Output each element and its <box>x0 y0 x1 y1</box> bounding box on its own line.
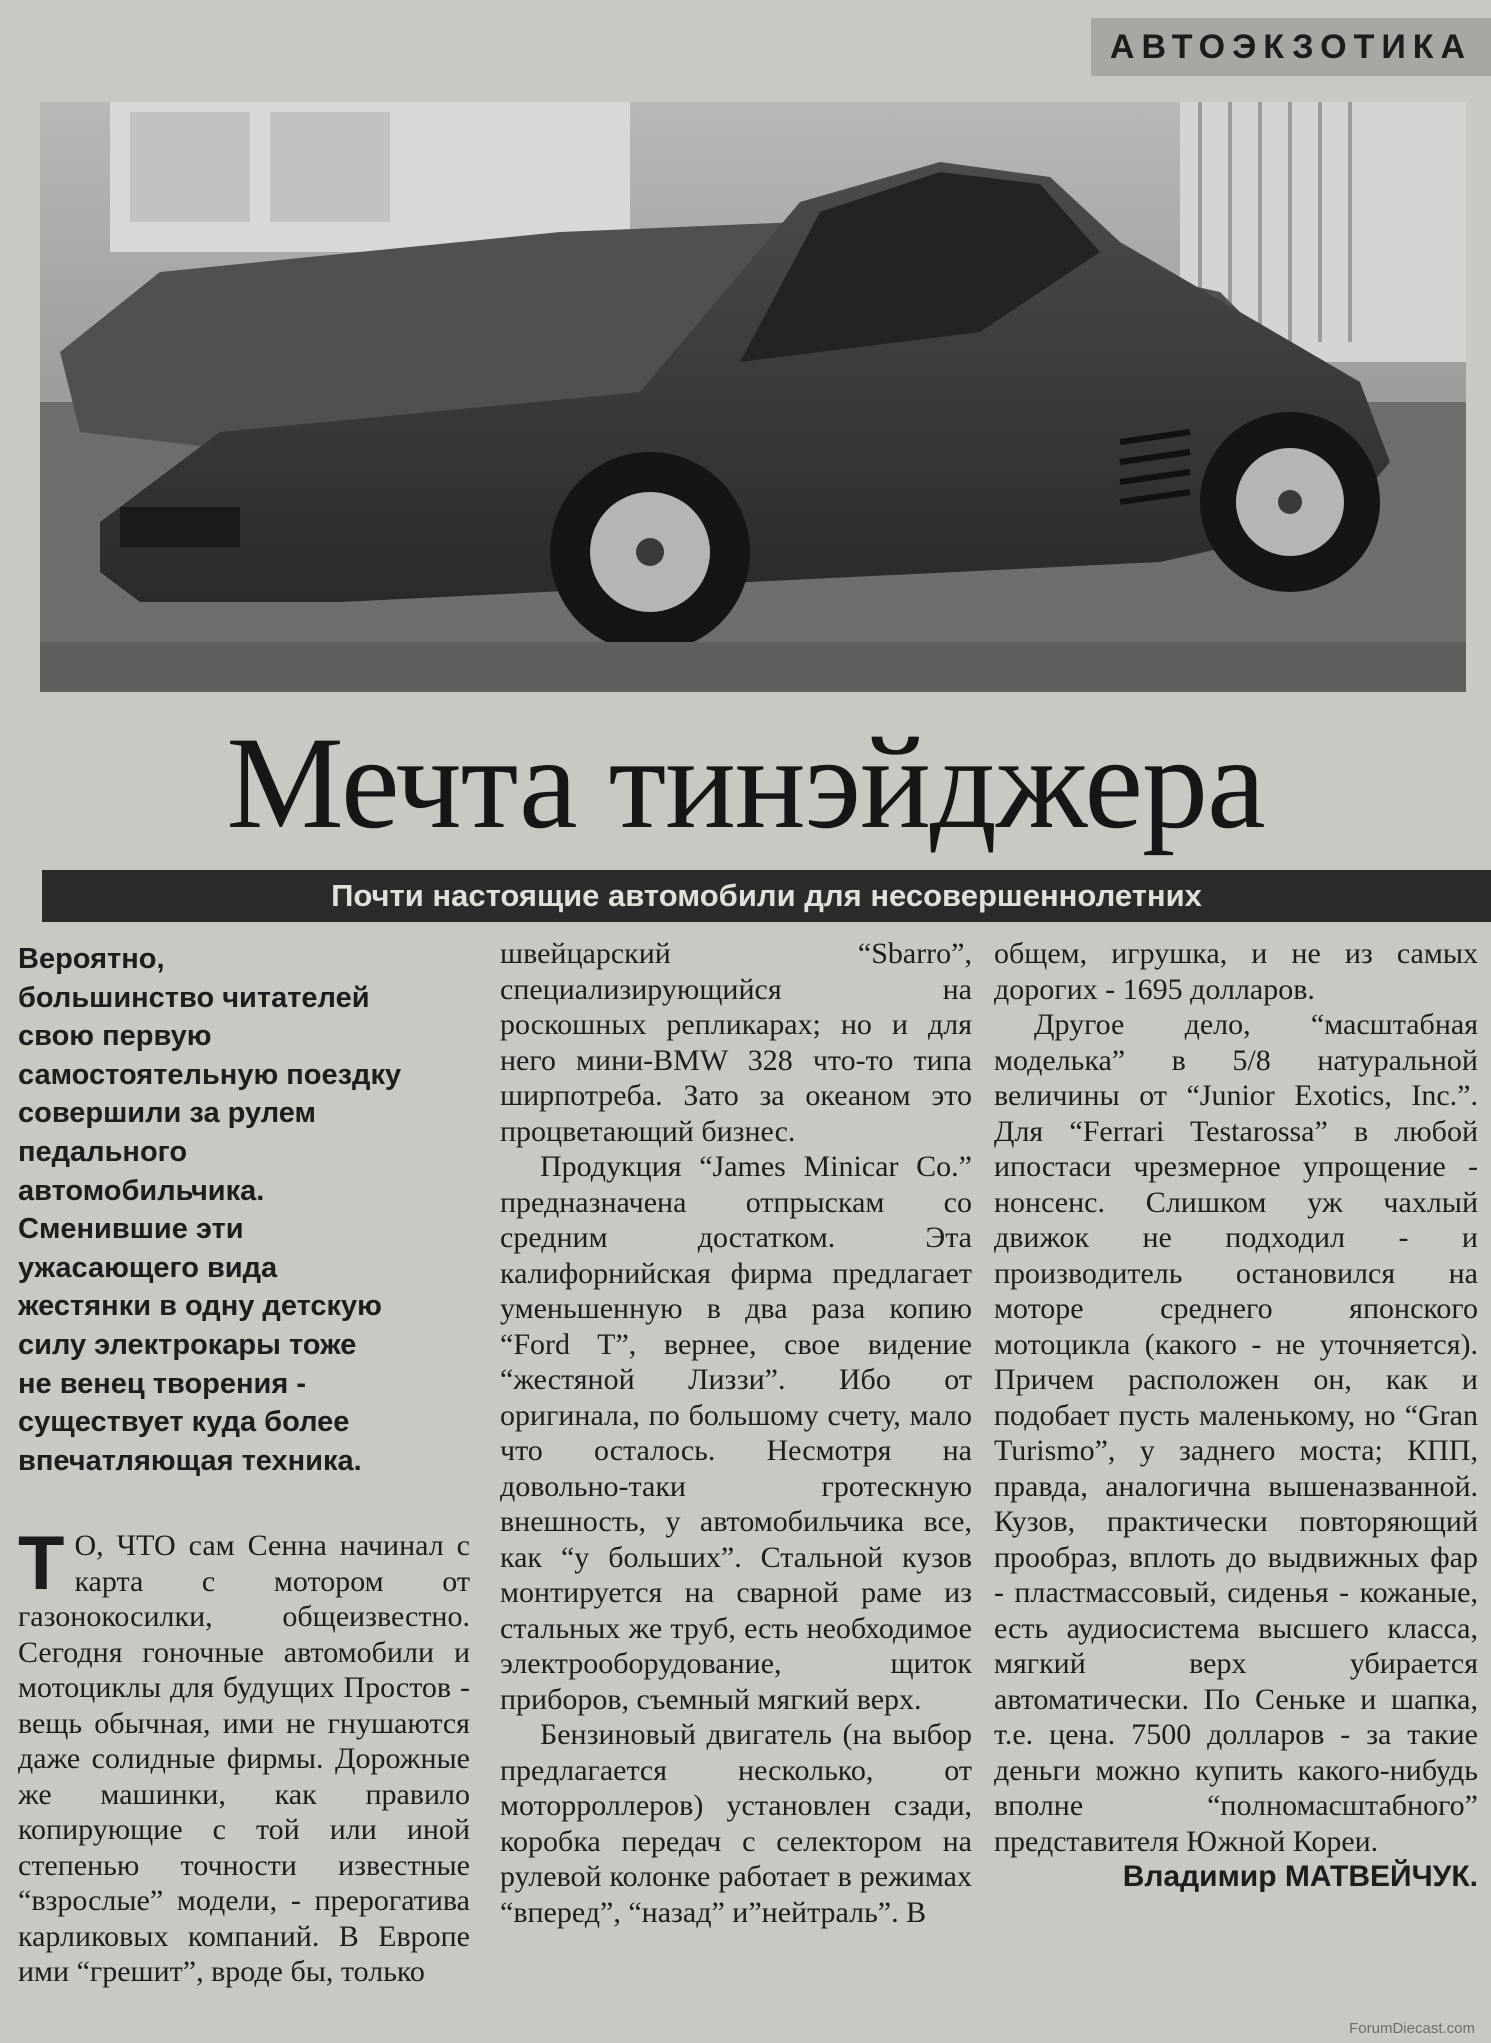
headline: Мечта тинэйджера <box>226 709 1265 856</box>
body-paragraph-4: Другое дело, “масштабная моделька” в 5/8 натуральной величины от “Junior Exotics, Inc.”. Для “Ferrari Testarossa” в любой ипостаси чрезмерное упрощение - нонсенс. Слишком уж чахлый движок не подходил - и производитель остановился на моторе среднего японского мотоцикла (какого - не уточняется). Причем расположен он, как и подобает пусть маленькому, но “Gran Turismo”, у заднего моста; КПП, правда, аналогична вышеназванной. Кузов, практически повторяющий прообраз, вплоть до выдвижных фар - пластмассовый, сиденья - кожаные, есть аудиосистема высшего класса, мягкий верх убирается автоматически. По Сеньке и шапка, т.е. цена. 7500 долларов - за такие деньги можно купить какого-нибудь вполне “полномасштабного” представителя Южной Кореи. <box>994 1008 1478 1858</box>
dropcap: Т <box>18 1521 65 1607</box>
author-signature: Владимир МАТВЕЙЧУК. <box>1122 1860 1478 1893</box>
column-3 <box>994 936 1478 1895</box>
subheadline-bar: Почти настоящие автомобили для несовершеннолетних <box>42 870 1491 922</box>
section-rubric: АВТОЭКЗОТИКА <box>1091 18 1491 76</box>
lead-paragraph: Вероятно, большинство читателей свою первую самостоятельную поездку совершили за рулем педального автомобильчика. Сменившие эти ужасающего вида жестянки в одну детскую силу электрокары тоже не венец творения - существует куда более впечатляющая техника. <box>18 943 402 1477</box>
site-watermark: ForumDiecast.com <box>1349 2020 1475 2037</box>
body-paragraph-1-text: О, ЧТО сам Сенна начинал с карта с мотором от газонокосилки, общеизвестно. Сегодня гоночные автомобили и мотоциклы для будущих Простов - вещь обычная, ими не гнушаются даже солидные фирмы. Дорожные же машинки, как правило копирующие с той или иной степенью точности известные “взрослые” модели, - прерогатива карликовых компаний. В Европе ими “грешит”, вроде бы, только <box>18 1529 470 1989</box>
body-paragraph-1-continued: швейцарский “Sbarro”, специализирующийся на роскошных репликарах; но и для него мини-BMW 328 что-то типа ширпотреба. Зато за океаном это процветающий бизнес. <box>500 937 972 1148</box>
body-paragraph-3: Бензиновый двигатель (на выбор предлагается несколько, от моторроллеров) установлен сзади, коробка передач с селектором на рулевой колонке работает в режимах “вперед”, “назад” и”нейтраль”. В <box>500 1718 972 1929</box>
column-1 <box>18 940 470 1990</box>
lead-spacer <box>18 1480 470 1528</box>
body-paragraph-3-continued: общем, игрушка, и не из самых дорогих - 1695 долларов. <box>994 937 1478 1006</box>
car-photo <box>40 102 1466 692</box>
column-2 <box>500 936 972 1930</box>
ferrari-replicas-image <box>40 102 1466 692</box>
body-paragraph-1 <box>18 1521 470 1990</box>
body-paragraph-2: Продукция “James Minicar Co.” предназначена отпрыскам со средним достатком. Эта калифорнийская фирма предлагает уменьшенную в два раза копию “Ford T”, вернее, свое видение “жестяной Лиззи”. Ибо от оригинала, по большому счету, мало что осталось. Несмотря на довольно-таки гротескную внешность, у автомобильчика все, как “у больших”. Стальной кузов монтируется на сварной раме из стальных же труб, есть необходимое электрооборудование, щиток приборов, съемный мягкий верх. <box>500 1150 972 1716</box>
